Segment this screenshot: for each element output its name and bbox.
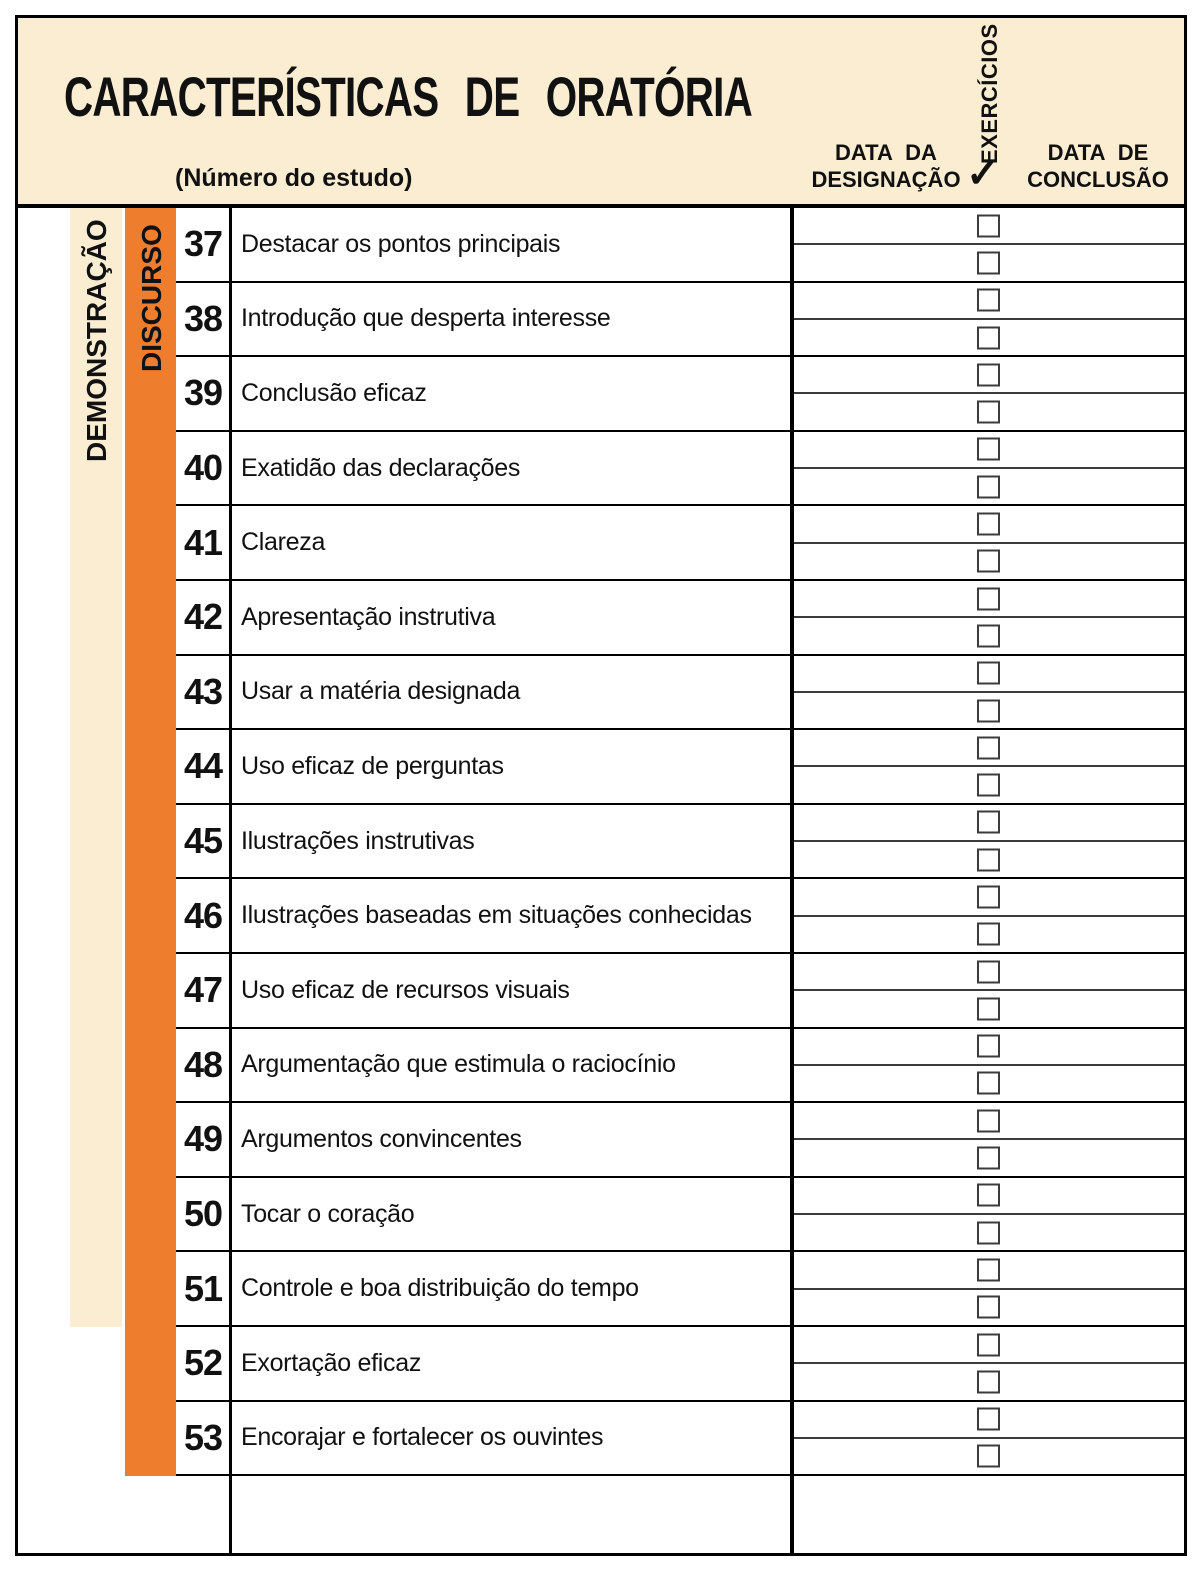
study-number: 52 [176, 1327, 232, 1400]
study-quality-label: Uso eficaz de recursos visuais [232, 954, 794, 1027]
study-number: 43 [176, 656, 232, 729]
study-number: 39 [176, 357, 232, 430]
study-number: 45 [176, 805, 232, 878]
study-quality-label: Exatidão das declarações [232, 432, 794, 505]
study-quality-label: Exortação eficaz [232, 1327, 794, 1400]
study-number: 46 [176, 879, 232, 952]
study-number: 38 [176, 283, 232, 356]
study-quality-label: Introdução que desperta interesse [232, 283, 794, 356]
study-number: 37 [176, 208, 232, 281]
study-quality-label: Encorajar e fortalecer os ouvintes [232, 1402, 794, 1475]
study-quality-label: Tocar o coração [232, 1178, 794, 1251]
study-quality-label: Clareza [232, 506, 794, 579]
study-number: 53 [176, 1402, 232, 1475]
checkmark-icon: ✓ [966, 152, 1000, 196]
column-header-exercises: EXERCÍCIOS [977, 23, 1002, 164]
study-quality-label: Usar a matéria designada [232, 656, 794, 729]
study-number: 41 [176, 506, 232, 579]
study-quality-label: Controle e boa distribuição do tempo [232, 1252, 794, 1325]
completion-date-line1: DATA DE [1047, 140, 1149, 165]
assignment-date-line1: DATA DA [835, 140, 937, 165]
study-number: 51 [176, 1252, 232, 1325]
demonstration-band-label: DEMONSTRAÇÃO [81, 219, 112, 462]
study-quality-label: Conclusão eficaz [232, 357, 794, 430]
study-quality-label: Argumentação que estimula o raciocínio [232, 1029, 794, 1102]
assignment-date-line2: DESIGNAÇÃO [811, 167, 961, 192]
study-quality-label: Apresentação instrutiva [232, 581, 794, 654]
study-number: 47 [176, 954, 232, 1027]
table-outer-border [15, 15, 1187, 1556]
study-number: 50 [176, 1178, 232, 1251]
completion-date-line2: CONCLUSÃO [1027, 167, 1169, 192]
study-number: 40 [176, 432, 232, 505]
study-number: 49 [176, 1103, 232, 1176]
study-quality-label: Argumentos convincentes [232, 1103, 794, 1176]
study-quality-label: Uso eficaz de perguntas [232, 730, 794, 803]
study-number: 44 [176, 730, 232, 803]
study-number: 42 [176, 581, 232, 654]
page-title: CARACTERÍSTICAS DE ORATÓRIA [64, 65, 752, 128]
discourse-band-label: DISCURSO [136, 224, 167, 372]
study-quality-label: Ilustrações baseadas em situações conhecidas [232, 879, 794, 952]
study-quality-label: Ilustrações instrutivas [232, 805, 794, 878]
study-number-caption: (Número do estudo) [175, 164, 413, 192]
study-quality-label: Destacar os pontos principais [232, 208, 794, 281]
study-number: 48 [176, 1029, 232, 1102]
